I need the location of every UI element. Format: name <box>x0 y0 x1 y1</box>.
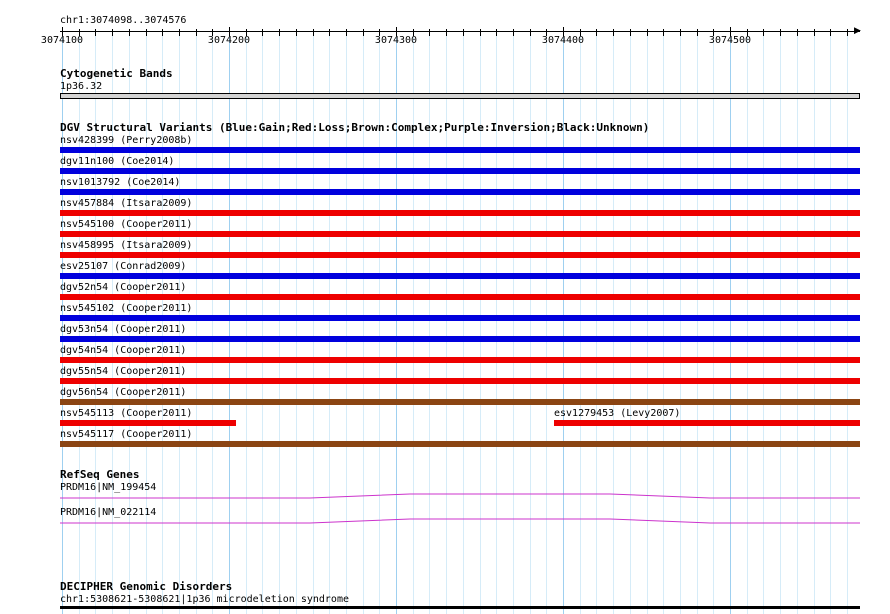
variant-label: dgv52n54 (Cooper2011) <box>60 282 187 293</box>
variant-feature[interactable] <box>60 294 860 300</box>
variant-feature[interactable] <box>60 168 860 174</box>
variant-label: nsv545102 (Cooper2011) <box>60 303 193 314</box>
variant-feature[interactable] <box>60 399 860 405</box>
dgv-track-title: DGV Structural Variants (Blue:Gain;Red:Loss;Brown:Complex;Purple:Inversion;Black:Unknown) <box>60 121 650 134</box>
gene-label: PRDM16|NM_199454 <box>60 482 157 493</box>
decipher-track-title: DECIPHER Genomic Disorders <box>60 580 233 593</box>
variant-feature[interactable] <box>60 420 236 426</box>
variant-feature[interactable] <box>60 336 860 342</box>
variant-label: dgv54n54 (Cooper2011) <box>60 345 187 356</box>
refseq-track-title: RefSeq Genes <box>60 468 140 481</box>
cytoband-label: 1p36.32 <box>60 81 103 92</box>
ruler-tick-label: 3074100 <box>40 35 84 46</box>
variant-label: dgv55n54 (Cooper2011) <box>60 366 187 377</box>
variant-feature[interactable] <box>60 231 860 237</box>
variant-feature[interactable] <box>60 147 860 153</box>
gene-model[interactable] <box>60 516 860 526</box>
ruler-axis <box>60 31 860 32</box>
cytoband-track-title: Cytogenetic Bands <box>60 67 173 80</box>
variant-feature[interactable] <box>60 441 860 447</box>
variant-feature[interactable] <box>60 315 860 321</box>
variant-label: dgv56n54 (Cooper2011) <box>60 387 187 398</box>
variant-label: dgv11n100 (Coe2014) <box>60 156 175 167</box>
ruler-tick-label: 3074300 <box>374 35 418 46</box>
cytoband-feature[interactable] <box>60 93 860 99</box>
gene-label: PRDM16|NM_022114 <box>60 507 157 518</box>
gene-model[interactable] <box>60 492 860 502</box>
variant-label: esv25107 (Conrad2009) <box>60 261 187 272</box>
variant-label: esv1279453 (Levy2007) <box>554 408 681 419</box>
region-label: chr1:3074098..3074576 <box>60 15 187 26</box>
variant-label: nsv545113 (Cooper2011) <box>60 408 193 419</box>
variant-feature[interactable] <box>60 357 860 363</box>
ruler-tick-label: 3074200 <box>207 35 251 46</box>
variant-label: nsv545117 (Cooper2011) <box>60 429 193 440</box>
variant-label: nsv428399 (Perry2008b) <box>60 135 193 146</box>
variant-feature[interactable] <box>60 378 860 384</box>
ruler-tick-label: 3074500 <box>708 35 752 46</box>
variant-feature[interactable] <box>554 420 860 426</box>
variant-label: nsv458995 (Itsara2009) <box>60 240 193 251</box>
variant-feature[interactable] <box>60 189 860 195</box>
ruler-tick-label: 3074400 <box>541 35 585 46</box>
variant-feature[interactable] <box>60 252 860 258</box>
variant-label: nsv545100 (Cooper2011) <box>60 219 193 230</box>
decipher-feature[interactable] <box>60 606 860 609</box>
decipher-label: chr1:5308621-5308621|1p36 microdeletion syndrome <box>60 594 349 605</box>
variant-label: dgv53n54 (Cooper2011) <box>60 324 187 335</box>
variant-label: nsv1013792 (Coe2014) <box>60 177 181 188</box>
variant-label: nsv457884 (Itsara2009) <box>60 198 193 209</box>
variant-feature[interactable] <box>60 273 860 279</box>
variant-feature[interactable] <box>60 210 860 216</box>
ruler-arrow-icon: ▶ <box>854 26 861 36</box>
